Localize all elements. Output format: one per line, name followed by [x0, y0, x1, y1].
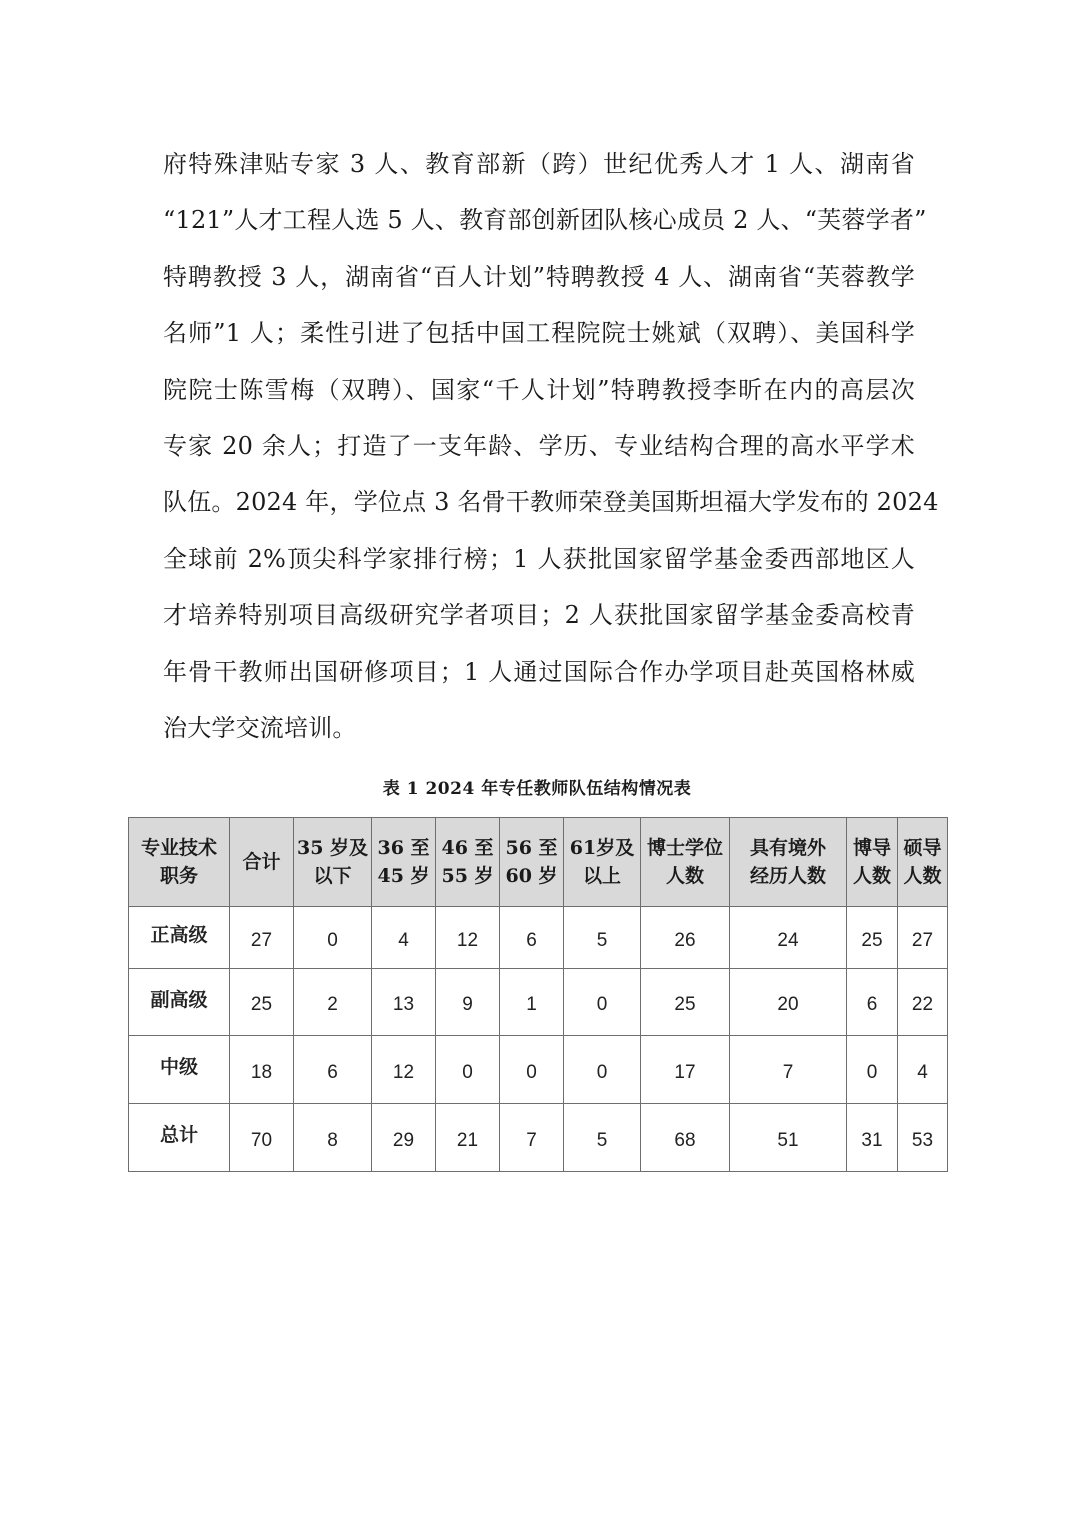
- cell-value: 9: [436, 969, 500, 1036]
- header-cell-age-36-45: 36 至 45 岁: [372, 818, 436, 907]
- header-cell-title: 专业技术 职务: [129, 818, 230, 907]
- cell-value: 25: [641, 969, 730, 1036]
- table-row-total: [129, 1104, 948, 1172]
- cell-value: 24: [730, 907, 847, 969]
- paragraph-line: 特聘教授 3 人，湖南省“百人计划”特聘教授 4 人、湖南省“芙蓉教学: [163, 262, 915, 291]
- paragraph-line: 名师”1 人；柔性引进了包括中国工程院院士姚斌（双聘）、美国科学: [163, 319, 915, 348]
- cell-value: 2: [294, 969, 372, 1036]
- cell-value: 18: [230, 1036, 294, 1104]
- cell-value: 5: [564, 1104, 641, 1172]
- header-cell-age-46-55: 46 至 55 岁: [436, 818, 500, 907]
- cell-value: 22: [898, 969, 948, 1036]
- cell-value: 0: [564, 1036, 641, 1104]
- paragraph-line: 才培养特别项目高级研究学者项目；2 人获批国家留学基金委高校青: [163, 601, 915, 630]
- cell-value: 21: [436, 1104, 500, 1172]
- header-cell-master-supervisor-count: 硕导 人数: [898, 818, 948, 907]
- paragraph-line: 队伍。2024 年，学位点 3 名骨干教师荣登美国斯坦福大学发布的 2024: [163, 488, 939, 517]
- cell-value: 0: [564, 969, 641, 1036]
- paragraph-line: 专家 20 余人；打造了一支年龄、学历、专业结构合理的高水平学术: [163, 431, 915, 460]
- cell-value: 6: [847, 969, 898, 1036]
- cell-value: 0: [500, 1036, 564, 1104]
- cell-value: 0: [294, 907, 372, 969]
- paragraph-line: “121”人才工程人选 5 人、教育部创新团队核心成员 2 人、“芙蓉学者”: [163, 206, 927, 235]
- cell-value: 25: [847, 907, 898, 969]
- cell-value: 68: [641, 1104, 730, 1172]
- cell-value: 6: [500, 907, 564, 969]
- header-cell-overseas-count: 具有境外 经历人数: [730, 818, 847, 907]
- table-row: [129, 969, 948, 1036]
- cell-value: 12: [436, 907, 500, 969]
- cell-value: 27: [230, 907, 294, 969]
- row-label: 正高级: [129, 907, 230, 969]
- row-label: 总计: [129, 1104, 230, 1172]
- cell-value: 4: [898, 1036, 948, 1104]
- cell-value: 51: [730, 1104, 847, 1172]
- header-cell-phd-supervisor-count: 博导 人数: [847, 818, 898, 907]
- cell-value: 1: [500, 969, 564, 1036]
- cell-value: 25: [230, 969, 294, 1036]
- cell-value: 13: [372, 969, 436, 1036]
- paragraph-line: 府特殊津贴专家 3 人、教育部新（跨）世纪优秀人才 1 人、湖南省: [163, 150, 915, 178]
- cell-value: 70: [230, 1104, 294, 1172]
- table-row: [129, 1036, 948, 1104]
- header-cell-phd-count: 博士学位 人数: [641, 818, 730, 907]
- paragraph-line: 年骨干教师出国研修项目；1 人通过国际合作办学项目赴英国格林威: [163, 657, 915, 686]
- cell-value: 26: [641, 907, 730, 969]
- cell-value: 53: [898, 1104, 948, 1172]
- table-row: [129, 907, 948, 969]
- faculty-structure-table: [128, 817, 948, 1172]
- table-caption: 表 1 2024 年专任教师队伍结构情况表: [382, 779, 692, 799]
- cell-value: 7: [500, 1104, 564, 1172]
- paragraph-line: 全球前 2%顶尖科学家排行榜；1 人获批国家留学基金委西部地区人: [163, 544, 915, 573]
- paragraph-line: 院院士陈雪梅（双聘）、国家“千人计划”特聘教授李昕在内的高层次: [163, 375, 915, 404]
- body-paragraph: [163, 136, 939, 756]
- cell-value: 27: [898, 907, 948, 969]
- header-cell-age-35-below: 35 岁及 以下: [294, 818, 372, 907]
- cell-value: 7: [730, 1036, 847, 1104]
- cell-value: 20: [730, 969, 847, 1036]
- row-label: 副高级: [129, 969, 230, 1036]
- header-cell-age-56-60: 56 至 60 岁: [500, 818, 564, 907]
- cell-value: 12: [372, 1036, 436, 1104]
- row-label: 中级: [129, 1036, 230, 1104]
- paragraph-line: 治大学交流培训。: [163, 713, 357, 742]
- cell-value: 17: [641, 1036, 730, 1104]
- cell-value: 8: [294, 1104, 372, 1172]
- header-cell-total: 合计: [230, 818, 294, 907]
- cell-value: 5: [564, 907, 641, 969]
- cell-value: 6: [294, 1036, 372, 1104]
- cell-value: 0: [847, 1036, 898, 1104]
- cell-value: 29: [372, 1104, 436, 1172]
- cell-value: 0: [436, 1036, 500, 1104]
- cell-value: 31: [847, 1104, 898, 1172]
- cell-value: 4: [372, 907, 436, 969]
- header-cell-age-61-above: 61岁及 以上: [564, 818, 641, 907]
- table-header-row: [129, 818, 948, 907]
